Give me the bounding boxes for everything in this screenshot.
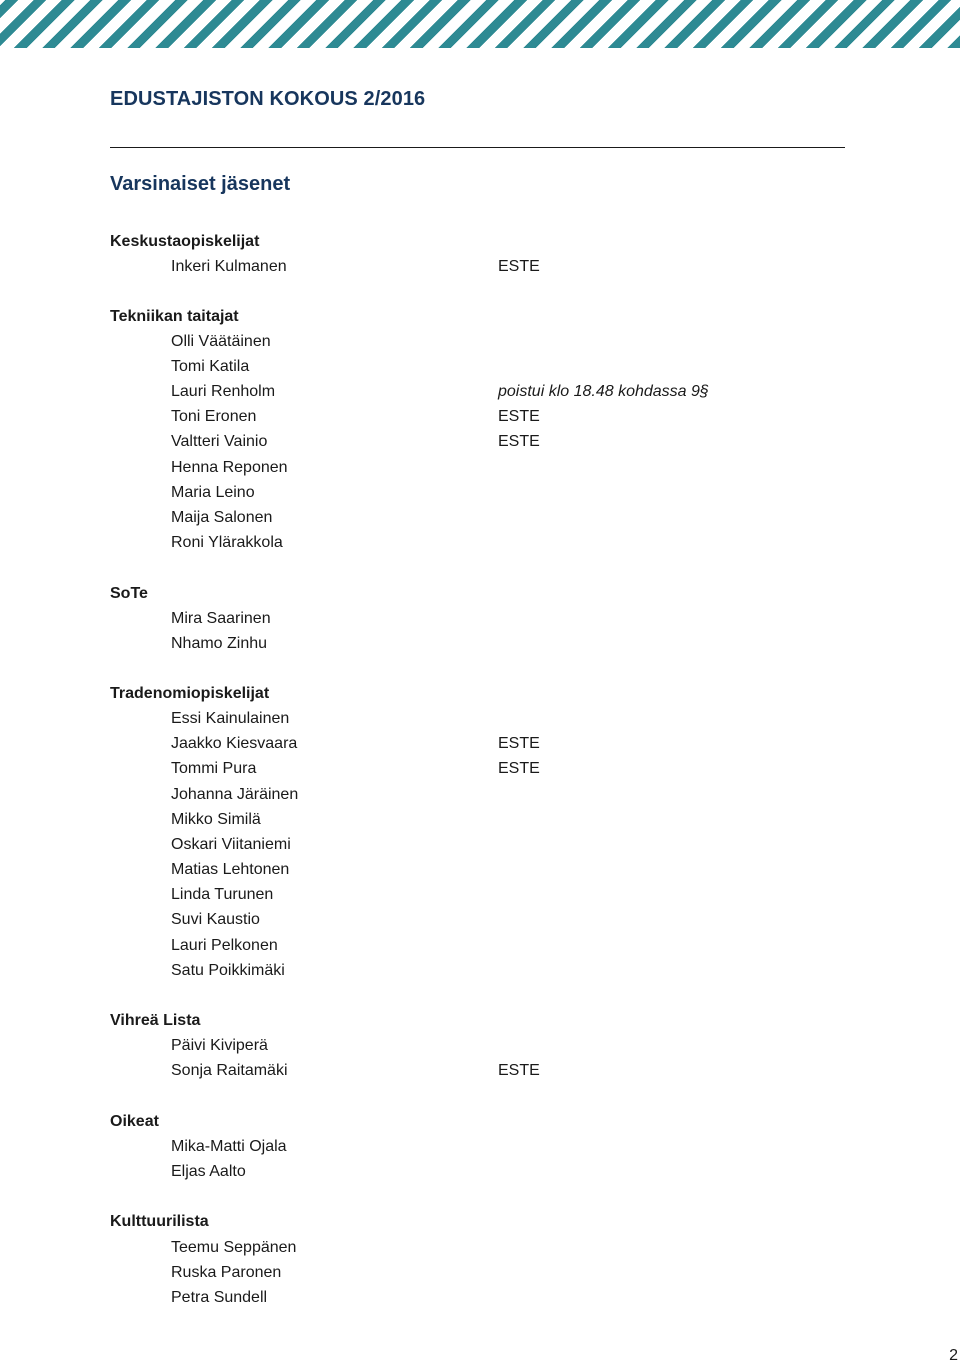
- member-status: ESTE: [498, 258, 540, 275]
- member-name: Petra Sundell: [171, 1289, 268, 1306]
- header-stripe-band: [0, 0, 960, 48]
- member-status: ESTE: [498, 408, 540, 425]
- member-name: Johanna Järäinen: [171, 786, 299, 803]
- member-name: Eljas Aalto: [171, 1163, 246, 1180]
- page-number: 2: [949, 1347, 958, 1364]
- member-name: Jaakko Kiesvaara: [171, 735, 298, 752]
- member-name: Inkeri Kulmanen: [171, 258, 287, 275]
- member-name: Nhamo Zinhu: [171, 635, 268, 652]
- group-name: Keskustaopiskelijat: [110, 233, 260, 250]
- member-name: Henna Reponen: [171, 459, 288, 476]
- member-name: Valtteri Vainio: [171, 433, 268, 450]
- group-name: Oikeat: [110, 1113, 159, 1130]
- member-name: Linda Turunen: [171, 886, 274, 903]
- group-name: SoTe: [110, 585, 148, 602]
- member-status: ESTE: [498, 760, 540, 777]
- member-name: Toni Eronen: [171, 408, 257, 425]
- member-name: Sonja Raitamäki: [171, 1062, 288, 1079]
- member-status-note: poistui klo 18.48 kohdassa 9§: [498, 383, 709, 400]
- member-status: ESTE: [498, 735, 540, 752]
- member-name: Päivi Kiviperä: [171, 1037, 268, 1054]
- member-name: Satu Poikkimäki: [171, 962, 285, 979]
- member-name: Mikko Similä: [171, 811, 261, 828]
- title-divider: [110, 147, 845, 148]
- member-name: Maria Leino: [171, 484, 255, 501]
- member-name: Lauri Renholm: [171, 383, 276, 400]
- member-name: Suvi Kaustio: [171, 911, 260, 928]
- section-title: Varsinaiset jäsenet: [110, 173, 291, 195]
- member-status: ESTE: [498, 433, 540, 450]
- member-name: Mika-Matti Ojala: [171, 1138, 287, 1155]
- member-name: Maija Salonen: [171, 509, 273, 526]
- member-name: Essi Kainulainen: [171, 710, 290, 727]
- document-title: EDUSTAJISTON KOKOUS 2/2016: [110, 88, 426, 110]
- member-name: Mira Saarinen: [171, 610, 271, 627]
- member-name: Teemu Seppänen: [171, 1239, 297, 1256]
- member-name: Oskari Viitaniemi: [171, 836, 291, 853]
- member-name: Matias Lehtonen: [171, 861, 290, 878]
- member-name: Ruska Paronen: [171, 1264, 282, 1281]
- group-name: Kulttuurilista: [110, 1213, 209, 1230]
- group-name: Vihreä Lista: [110, 1012, 201, 1029]
- member-name: Olli Väätäinen: [171, 333, 271, 350]
- member-name: Lauri Pelkonen: [171, 937, 278, 954]
- member-name: Tommi Pura: [171, 760, 257, 777]
- member-name: Roni Ylärakkola: [171, 534, 283, 551]
- group-name: Tekniikan taitajat: [110, 308, 239, 325]
- member-name: Tomi Katila: [171, 358, 250, 375]
- group-name: Tradenomiopiskelijat: [110, 685, 270, 702]
- member-status: ESTE: [498, 1062, 540, 1079]
